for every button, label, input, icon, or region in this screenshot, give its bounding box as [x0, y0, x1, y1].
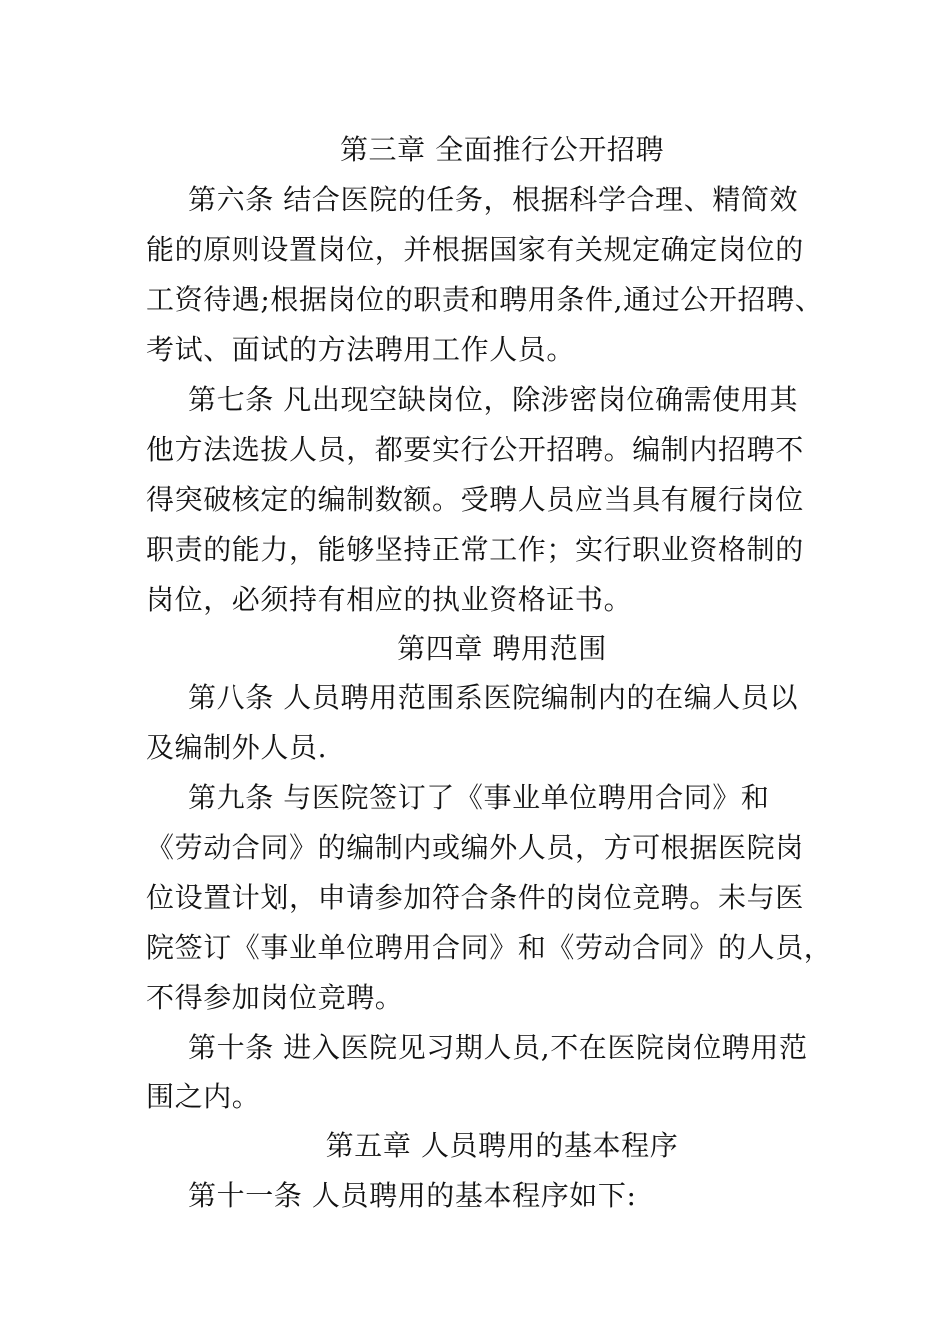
- article-8-line-1: 第八条 人员聘用范围系医院编制内的在编人员以: [188, 681, 799, 714]
- chapter-3-heading: 第三章 全面推行公开招聘: [339, 133, 665, 166]
- article-11-line-1: 第十一条 人员聘用的基本程序如下:: [188, 1179, 637, 1212]
- article-10-line-2: 围之内。: [146, 1080, 261, 1113]
- article-10-line-1: 第十条 进入医院见习期人员,不在医院岗位聘用范: [188, 1031, 808, 1064]
- article-9-line-3: 位设置计划，申请参加符合条件的岗位竞聘。未与医: [146, 881, 804, 914]
- article-8-line-2: 及编制外人员.: [146, 731, 328, 764]
- chapter-5-heading: 第五章 人员聘用的基本程序: [325, 1129, 679, 1162]
- article-9-line-2: 《劳动合同》的编制内或编外人员，方可根据医院岗: [146, 831, 804, 864]
- article-7-line-1: 第七条 凡出现空缺岗位，除涉密岗位确需使用其: [188, 383, 799, 416]
- chapter-4-heading: 第四章 聘用范围: [397, 632, 607, 665]
- article-7-line-5: 岗位，必须持有相应的执业资格证书。: [146, 583, 633, 616]
- article-9-line-1: 第九条 与医院签订了《事业单位聘用合同》和: [188, 781, 770, 814]
- article-6-line-2: 能的原则设置岗位，并根据国家有关规定确定岗位的: [146, 233, 804, 266]
- article-9-line-5: 不得参加岗位竞聘。: [146, 981, 404, 1014]
- article-7-line-4: 职责的能力，能够坚持正常工作；实行职业资格制的: [146, 533, 804, 566]
- article-6-line-3: 工资待遇;根据岗位的职责和聘用条件,通过公开招聘、: [146, 283, 824, 316]
- article-7-line-2: 他方法选拔人员，都要实行公开招聘。编制内招聘不: [146, 433, 804, 466]
- article-9-line-4: 院签订《事业单位聘用合同》和《劳动合同》的人员，: [146, 931, 833, 964]
- article-6-line-4: 考试、面试的方法聘用工作人员。: [146, 333, 576, 366]
- article-7-line-3: 得突破核定的编制数额。受聘人员应当具有履行岗位: [146, 483, 804, 516]
- article-6-line-1: 第六条 结合医院的任务，根据科学合理、精简效: [188, 183, 799, 216]
